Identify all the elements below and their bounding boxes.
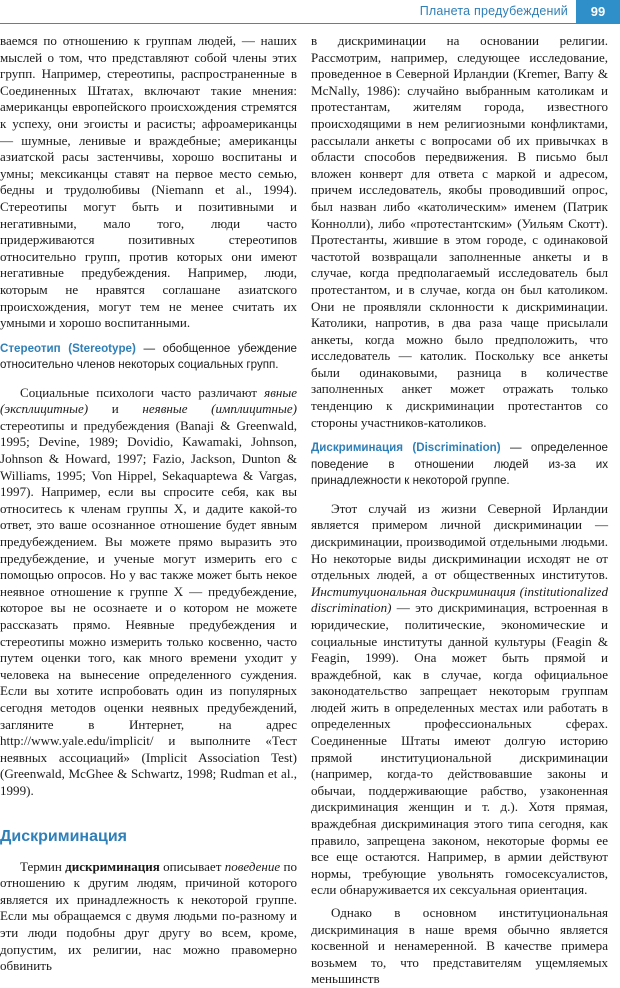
definition-stereotype bbox=[0, 341, 297, 374]
page-number: 99 bbox=[576, 0, 620, 23]
running-title: Планета предубеждений bbox=[419, 4, 568, 18]
right-paragraph-2: Этот случай из жизни Северной Ирландии является примером личной дискриминации — дискриминации, производимой отдельными людьми. Но некоторые виды дискриминации исходят не от отдельных людей, а от общественных институтов. Институциональная дискриминация (institutionalized discrimination) — это дискриминация, встроенная в юридические, политические, экономические и социальные институты данной культуры (Feagin & Feagin, 1999). Она может быть прямой и враждебной, как в случае, когда официальное законодательство запрещает некоторым группам людей жить в определенных местах или работать в определенных профессиональных сферах. Соединенные Штаты имеют долгую историю прямой институциональной дискриминации (например, когда-то действовавшие законы и обычаи, поддерживающие рабство, узаконенная дискриминация женщин и т. д.). Хотя прямая, враждебная дискриминация этого типа сегодня, как правило, запрещена законом, некоторые формы ее все еще остаются. Например, в армии действуют нормы, требующие увольнять гомосексуалистов, если обнаруживается их сексуальная ориентация. bbox=[311, 500, 608, 898]
left-paragraph-1: ваемся по отношению к группам людей, — наших мыслей о том, что представляют собой члены этих групп. Например, стереотипы, распространенные в Соединенных Штатах, включают такие мнения: американцы европейского происхождения стремятся к успеху, они эгоисты и расисты; афроамериканцы — шумные, ленивые и враждебные; американцы азиатской расы застенчивы, хорошо воспитаны и умны; мексиканцы ставят на первое место семью, бедны и трудолюбивы (Niemann et al., 1994). Стереотипы могут быть и позитивными и негативными, мало того, люди часто придерживаются позитивных стереотипов относительно групп, против которых они имеют негативные предубеждения. Например, люди, которым не нравятся соглашане азиатского происхождения, могут тем не менее считать их умными и хорошо воспитанными. bbox=[0, 33, 297, 331]
definition-discrimination bbox=[311, 440, 608, 490]
section-heading: Дискриминация bbox=[0, 827, 127, 845]
right-column bbox=[311, 33, 608, 987]
left-paragraph-3: Термин дискриминация описывает поведение по отношению к другим людям, причиной которого является их принадлежность к некоторой группе. Если мы обращаемся с двумя людьми по-разному и эти люди подобны друг другу во всем, кроме, допустим, их религии, нас можно правомерно обвинить bbox=[0, 858, 297, 974]
definition-text: — определенное поведение в отношении людей из-за их принадлежности к некоторой группе. bbox=[311, 441, 608, 488]
right-paragraph-3: Однако в основном институциональная дискриминация в наше время обычно является косвенной и ненамеренной. В качестве примера возьмем то, что представителям ущемляемых меньшинств bbox=[311, 905, 608, 987]
left-column bbox=[0, 33, 297, 974]
header-rule bbox=[0, 23, 620, 24]
definition-term: Стереотип (Stereotype) bbox=[0, 341, 136, 355]
definition-text: — обобщенное убеждение относительно членов некоторых социальных групп. bbox=[0, 341, 297, 372]
definition-term: Дискриминация (Discrimination) bbox=[311, 441, 501, 455]
right-paragraph-1: в дискриминации на основании религии. Рассмотрим, например, следующее исследование, проведенное в Северной Ирландии (Kremer, Barry & McNally, 1986): случайно выбранным католикам и протестантам, жителям города, известного происходящими в нем религиозными конфликтами, рассылали анкеты с вопросами об их привычках в области способов передвижения. В письмо был вложен конверт для ответа с маркой и адресом, причем исследователь, якобы проводивший опрос, был назван либо «католическим» именем (Патрик Коннолли), либо «протестантским» (Уильям Скотт). Протестанты, жившие в этом городе, с одинаковой частотой возвращали заполненные анкеты и в случае, когда предполагаемый исследователь был протестантом, и в случае, когда он был католиком. Они не проявляли склонности к дискриминации. Католики, напротив, в два раза чаще присылали анкеты, когда можно было предположить, что исследователь — католик. Поскольку все анкеты были одинаковыми, разница в количестве заполненных анкет может отражать только тенденцию к дискриминации протестантов со стороны участников-католиков. bbox=[311, 33, 608, 430]
left-paragraph-2: Социальные психологи часто различают явные (эксплицитные) и неявные (имплицитные) стереотипы и предубеждения (Banaji & Greenwald, 1995; Devine, 1989; Dovidio, Kawamaki, Johnson, Johnson & Howard, 1997; Fazio, Jackson, Dunton & Williams, 1995; Von Hippel, Sekaquaptewa & Vargas, 1997). Например, если вы спросите себя, как вы относитесь к членам группы X, и дадите какой-то ответ, это ваше осознанное отношение будет явным предубеждением. Вы можете прямо выразить это предубеждение, и ученые могут измерить его с помощью опросов. Но у вас также может быть некое неявное отношение к группе X — предубеждение, которое вы не осознаете и о котором не можете рассказать прямо. Неявные предубеждения и стереотипы можно измерить только косвенно, часто путем оценки того, как много времени уходит у человека на вынесение определенного суждения. Если вы хотите испробовать один из популярных сегодня методов оценки неявных предубеждений, загляните в Интернет, на адрес http://www.yale.edu/implicit/ и выполните «Тест неявных ассоциаций» (Implicit Association Test) (Greenwald, McGhee & Schwartz, 1998; Rudman et al., 1999). bbox=[0, 384, 297, 798]
